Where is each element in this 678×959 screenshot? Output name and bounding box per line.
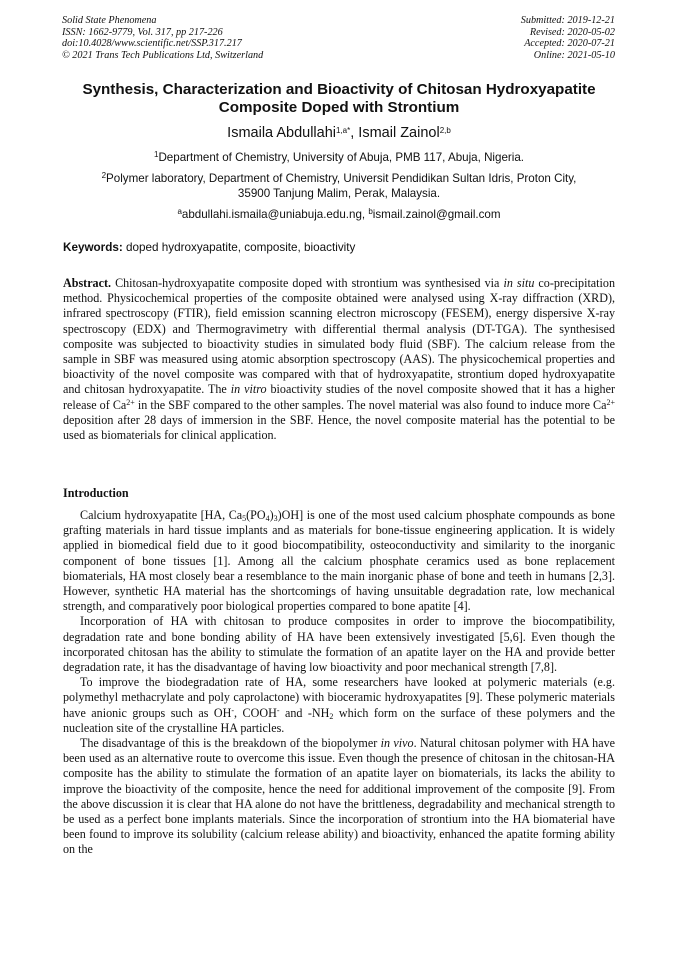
keywords-label: Keywords:: [63, 241, 123, 254]
intro-p3-sup-1: -: [231, 705, 235, 715]
affiliation-2-line-2: 35900 Tanjung Malim, Perak, Malaysia.: [237, 187, 441, 200]
intro-p3-text-c: and -NH: [279, 705, 330, 720]
keywords: [63, 241, 355, 254]
journal-issn: ISSN: 1662-9779, Vol. 317, pp 217-226: [62, 26, 223, 38]
author-2: Ismail Zainol: [358, 125, 440, 141]
abstract-label: Abstract.: [63, 276, 112, 290]
intro-p3-text-a: To improve the biodegradation rate of HA, some researchers have looked at polymeric materials (e.g. polymethyl methacrylate and poly caprolactone) with bioceramic hydroxyapatites [9]. These polymeric materials have anionic groups such as OH: [63, 675, 615, 720]
intro-p3-sub-1: 2: [329, 711, 334, 721]
journal-doi: doi:10.4028/www.scientific.net/SSP.317.217: [62, 38, 242, 50]
intro-p1-text-c: ): [269, 508, 274, 522]
journal-info: [62, 15, 263, 61]
intro-paragraph-2: Incorporation of HA with chitosan to produce composites in order to improve the biocompatibility, degradation rate and bone bonding ability of HA have been extensively investigated [5,6]. Even though the incorporated chitosan has the ability to stimulate the formation of an apatite layer on the HA and provide better degradation rate, it has the disadvantage of having low bioactivity and poor mechanical strength [7,8].: [63, 614, 615, 675]
intro-p1-text-d: )OH] is one of the most used calcium phosphate compounds as bone grafting materials in hard tissue implants and as materials for bone-tissue engineering application. It is widely applied in biomedical field due to it good biocompatibility, osteoconductivity and similarity to the inorganic component of bone tissues [1]. Among all the calcium phosphate ceramics used as bone replacement biomaterials, HA most closely bear a resemblance to the main inorganic phase of bone and teeth in humans [2,3]. However, synthetic HA material has the shortcomings of having unsuitable degradation rate, low mechanical strength, and comparatively poor biological properties compared to bone apatite [4].: [63, 508, 615, 614]
intro-p1-sub-2: 4: [265, 514, 270, 523]
affiliation-2-line-1: Polymer laboratory, Department of Chemistry, Universit Pendidikan Sultan Idris, Proton City,: [106, 172, 577, 185]
email-a[interactable]: abdullahi.ismaila@uniabuja.edu.ng,: [181, 208, 369, 221]
date-online: Online: 2021-05-10: [533, 49, 615, 61]
abstract-text-4: in the SBF compared to the other samples. The novel material was also found to induce more Ca: [134, 397, 607, 412]
introduction-body: [63, 508, 615, 858]
title-line-2: Composite Doped with Strontium: [218, 99, 460, 116]
abstract-italic-1: in situ: [503, 276, 535, 290]
affiliation-1-mark: 1: [153, 150, 159, 159]
intro-p4-italic: in vivo: [380, 736, 414, 751]
abstract-text-1: Chitosan-hydroxyapatite composite doped with strontium was synthesised via: [111, 276, 504, 290]
author-list: [40, 124, 638, 142]
abstract-sup-1: 2+: [126, 397, 135, 407]
abstract-text-5: deposition after 28 days of immersion in the SBF. Hence, the novel composite material has the potential to be used as biomaterials for clinical application.: [63, 412, 615, 443]
author-emails: [40, 207, 638, 222]
affiliation-1-text: Department of Chemistry, University of Abuja, PMB 117, Abuja, Nigeria.: [158, 151, 525, 164]
intro-p4-text-a: The disadvantage of this is the breakdown of the biopolymer: [80, 736, 381, 751]
affiliation-2: [40, 171, 638, 201]
intro-p3-text-b: , COOH: [234, 705, 277, 720]
intro-p3-sup-2: -: [276, 705, 280, 715]
abstract-paragraph: [63, 276, 615, 443]
intro-p4-text-b: . Natural chitosan polymer with HA have been used as an alternative route to overcome this issue. Even though the presence of chitosan in the chitosan-HA composite has the ability to stimulate the formation of an apatite layer on biomaterials, its lacks the ability to improve the bioactivity of the composite, hence the need for additional improvement of the composite [9]. From the above discussion it is clear that HA alone do not have the brittleness, degradability and mechanical strength to be used as a perfect bone implants materials. Since the incorporation of strontium into the HA biomaterial have been found to improve its solubility (calcium release ability) and bioactivity, enhanced the apatite forming ability on the: [63, 736, 615, 857]
date-accepted: Accepted: 2020-07-21: [524, 38, 615, 50]
author-2-affiliation: 2,b: [439, 126, 451, 135]
journal-copyright: © 2021 Trans Tech Publications Ltd, Switzerland: [62, 49, 264, 61]
submission-dates: [521, 15, 615, 61]
affiliation-1: [40, 150, 638, 165]
email-b-mark: b: [368, 207, 373, 216]
section-heading-introduction: Introduction: [63, 486, 129, 500]
intro-p1-text-a: Calcium hydroxyapatite [HA, Ca: [80, 508, 243, 522]
intro-p1-text-b: (PO: [246, 508, 266, 522]
intro-paragraph-3: [63, 675, 615, 736]
author-separator: ,: [350, 125, 359, 141]
affiliation-2-mark: 2: [101, 171, 107, 180]
email-b[interactable]: ismail.zainol@gmail.com: [372, 208, 501, 221]
abstract-text-3: bioactivity studies of the novel composite showed that it has a higher release of Ca: [63, 382, 615, 412]
intro-p3-text-d: which form on the surface of these polymers and the nucleation site of the crystalline HA particles.: [63, 705, 615, 735]
intro-p1-sub-3: 3: [273, 514, 278, 523]
abstract: [63, 276, 615, 443]
author-1-affiliation: 1,a*: [336, 126, 351, 135]
abstract-text-2: co-precipitation method. Physicochemical properties of the composite obtained were analysed using X-ray diffraction (XRD), infrared spectroscopy (FTIR), field emission scanning electron microscopy (FESEM), energy dispersive X-ray spectroscopy (EDX) and Thermogravimetry with differential thermal analysis (DT-TGA). The synthesised composite was subjected to bioactivity studies in simulated body fluid (SBF). The calcium release from the sample in SBF was measured using atomic absorption spectroscopy (AAS). The physicochemical properties and bioactivity of the novel composite was compared with that of hydroxyapatite, strontium doped hydroxyapatite and chitosan hydroxyapatite. The: [63, 276, 615, 397]
date-submitted: Submitted: 2019-12-21: [520, 15, 615, 26]
date-revised: Revised: 2020-05-02: [529, 26, 615, 38]
author-1: Ismaila Abdullahi: [227, 125, 336, 141]
intro-paragraph-1: [63, 508, 615, 614]
title-line-1: Synthesis, Characterization and Bioactivity of Chitosan Hydroxyapatite: [82, 81, 596, 98]
intro-paragraph-4: [63, 736, 615, 858]
intro-p1-sub-1: 5: [242, 514, 247, 523]
keywords-text: doped hydroxyapatite, composite, bioactivity: [122, 241, 356, 254]
paper-title: [40, 81, 638, 117]
abstract-sup-2: 2+: [606, 397, 615, 407]
email-a-mark: a: [177, 207, 182, 216]
journal-name: Solid State Phenomena: [62, 15, 157, 26]
abstract-italic-2: in vitro: [230, 382, 267, 397]
